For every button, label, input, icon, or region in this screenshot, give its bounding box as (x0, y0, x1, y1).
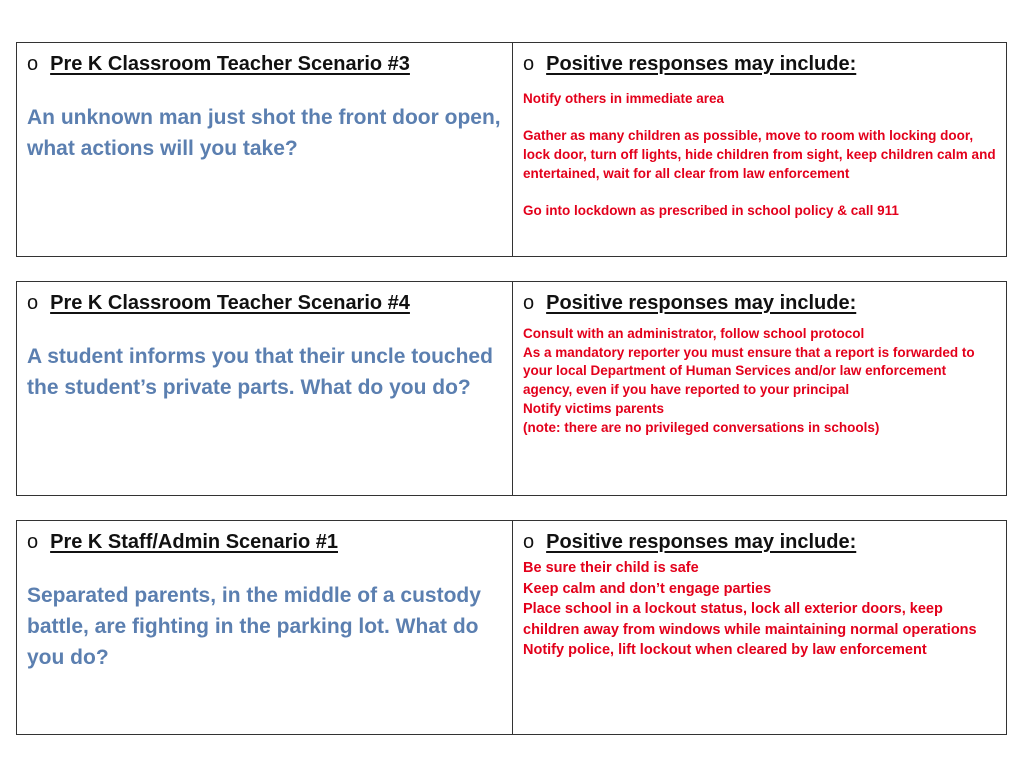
scenario-table-1 (16, 42, 1007, 257)
scenario-title: Pre K Staff/Admin Scenario #1 (50, 531, 338, 553)
scenario-table-2 (16, 281, 1007, 496)
response-item: Notify victims parents (523, 400, 665, 416)
response-header: Positive responses may include: (546, 531, 857, 553)
scenario-heading (27, 531, 502, 554)
response-header: Positive responses may include: (546, 292, 857, 314)
response-cell (513, 282, 1006, 495)
scenario-heading (27, 53, 502, 76)
scenario-cell (17, 282, 513, 495)
response-cell (513, 521, 1006, 734)
response-header: Positive responses may include: (546, 53, 857, 75)
scenario-cell (17, 43, 513, 256)
response-item: Notify others in immediate area (523, 91, 725, 106)
bullet-icon: o (27, 292, 39, 314)
response-heading (523, 53, 996, 76)
response-item: Consult with an administrator, follow school protocol (523, 326, 865, 341)
response-list (523, 325, 996, 437)
bullet-icon: o (27, 53, 39, 75)
response-heading (523, 531, 996, 554)
response-list (523, 558, 996, 661)
scenario-heading (27, 292, 502, 315)
response-list (523, 90, 996, 221)
bullet-icon: o (523, 531, 535, 553)
scenario-prompt: A student informs you that their uncle touched the student’s private parts. What do you do? (27, 345, 493, 399)
scenario-prompt: An unknown man just shot the front door open, what actions will you take? (27, 106, 501, 160)
scenario-title: Pre K Classroom Teacher Scenario #3 (50, 53, 410, 75)
response-item: As a mandatory reporter you must ensure that a report is forwarded to your local Department of Human Services and/or law enforcement agency, even if you have reported to your principal (523, 344, 975, 398)
response-cell (513, 43, 1006, 256)
response-item: (note: there are no privileged conversations in schools) (523, 419, 880, 435)
response-item: Notify police, lift lockout when cleared by law enforcement (523, 642, 927, 658)
response-item: Go into lockdown as prescribed in school policy & call 911 (523, 202, 899, 218)
response-item: Gather as many children as possible, move to room with locking door, lock door, turn off lights, hide children from sight, keep children calm and entertained, wait for all clear from law enforcement (523, 128, 996, 181)
bullet-icon: o (27, 531, 39, 553)
scenario-table-3 (16, 520, 1007, 735)
scenario-title: Pre K Classroom Teacher Scenario #4 (50, 292, 410, 314)
bullet-icon: o (523, 292, 535, 314)
response-item: Keep calm and don’t engage parties (523, 580, 772, 597)
response-heading (523, 292, 996, 315)
response-item: Place school in a lockout status, lock all exterior doors, keep children away from windows while maintaining normal operations (523, 601, 977, 638)
scenario-cell (17, 521, 513, 734)
scenario-prompt: Separated parents, in the middle of a custody battle, are fighting in the parking lot. What do you do? (27, 584, 481, 669)
bullet-icon: o (523, 53, 535, 75)
response-item: Be sure their child is safe (523, 560, 699, 576)
